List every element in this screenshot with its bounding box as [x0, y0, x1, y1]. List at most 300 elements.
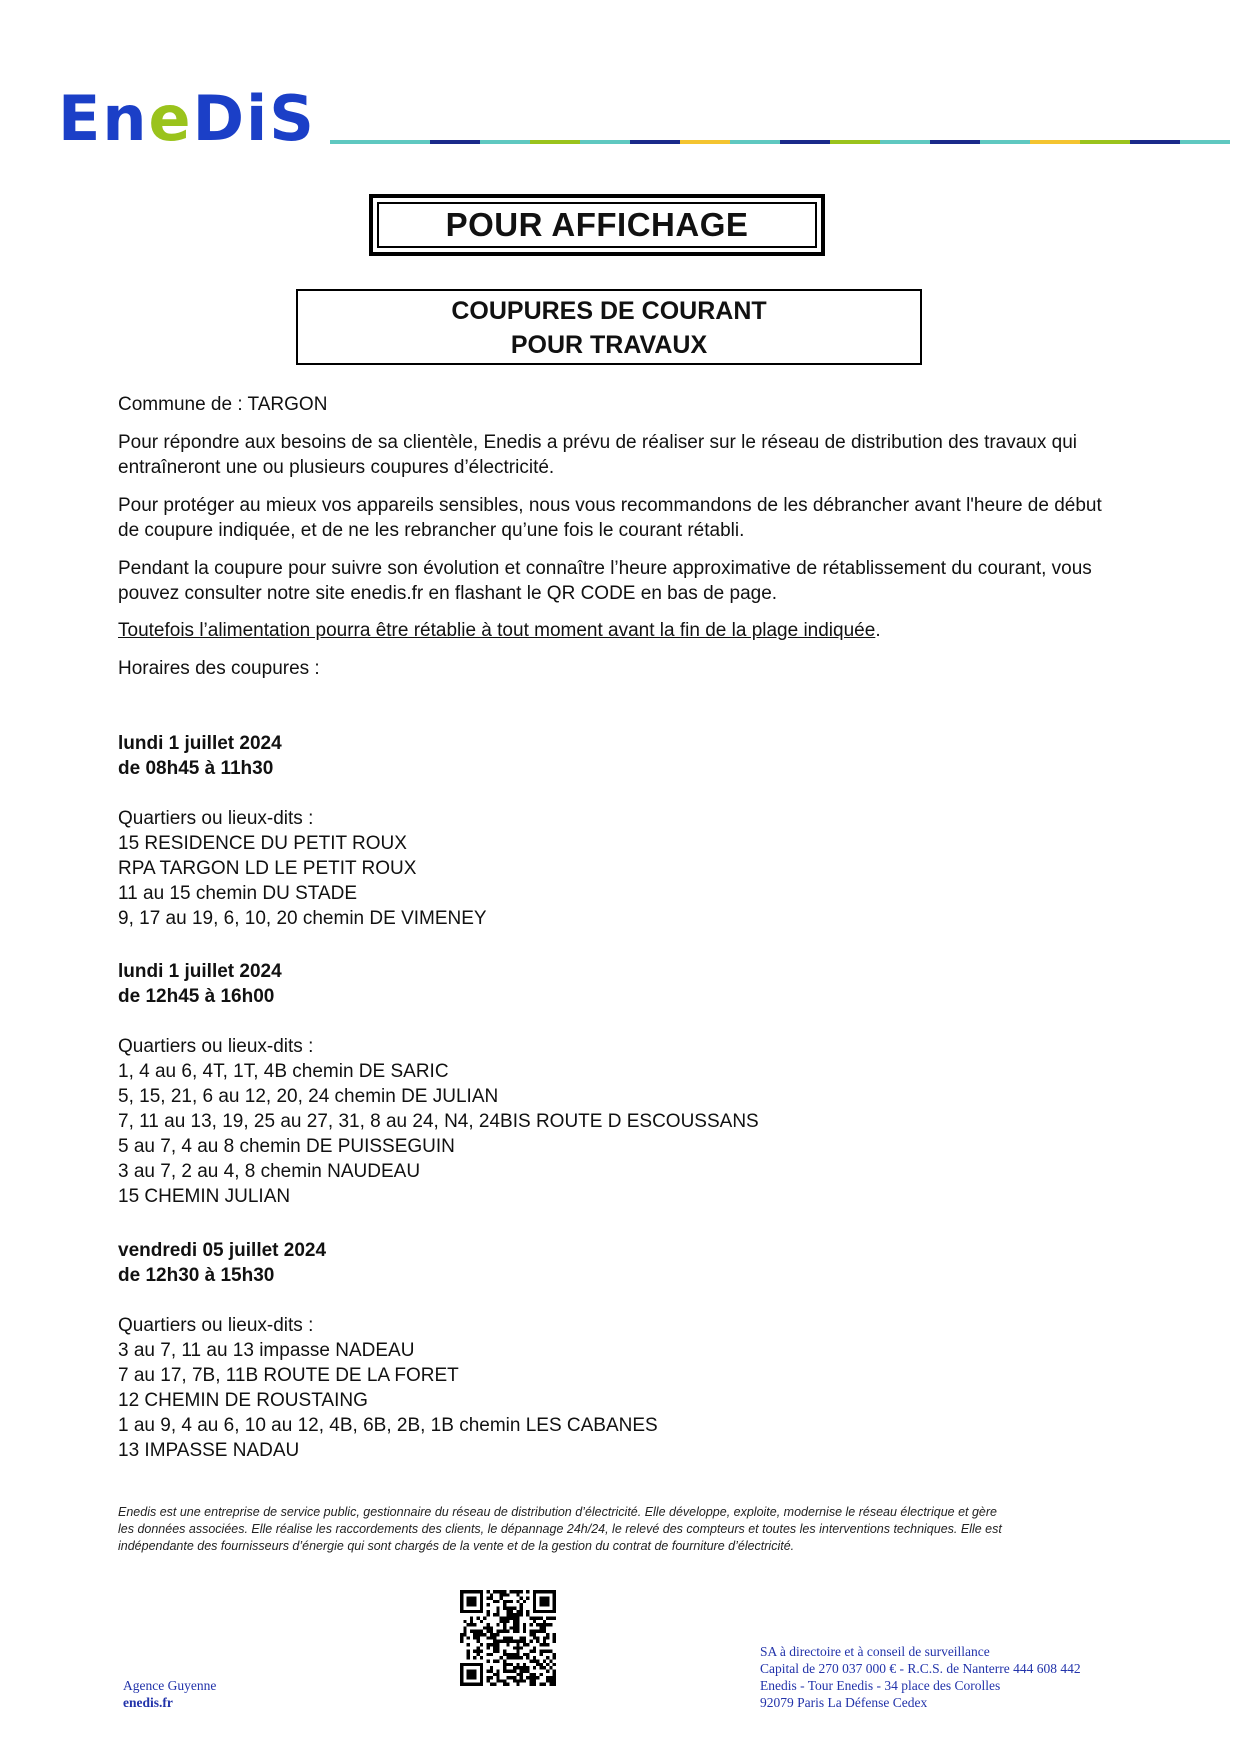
qr-module [470, 1616, 473, 1619]
qr-module [510, 1607, 513, 1610]
qr-module [500, 1620, 503, 1623]
qr-module [549, 1676, 552, 1679]
qr-module [496, 1630, 499, 1633]
qr-module [533, 1676, 536, 1679]
qr-module [553, 1676, 556, 1679]
qr-module [530, 1630, 533, 1633]
qr-module [539, 1683, 542, 1686]
qr-module [510, 1663, 513, 1666]
qr-module [520, 1640, 523, 1643]
qr-module [480, 1633, 483, 1636]
qr-module [523, 1630, 526, 1633]
qr-module [506, 1683, 509, 1686]
qr-module [506, 1669, 509, 1672]
qr-module [516, 1643, 519, 1646]
website-link[interactable]: enedis.fr [123, 1695, 173, 1710]
qr-module [506, 1643, 509, 1646]
qr-module [543, 1666, 546, 1669]
qr-module [523, 1600, 526, 1603]
qr-module [553, 1656, 556, 1659]
qr-module [493, 1683, 496, 1686]
qr-module [539, 1663, 542, 1666]
qr-module [526, 1669, 529, 1672]
qr-module [486, 1669, 489, 1672]
qr-module [520, 1673, 523, 1676]
qr-module [520, 1610, 523, 1613]
qr-module [523, 1623, 526, 1626]
qr-module [533, 1660, 536, 1663]
legal-line: Enedis est une entreprise de service public, gestionnaire du réseau de distribution d’électricité. Elle développe, exploite, modernise le réseau électrique et gère [118, 1505, 997, 1519]
brand-stripe-segment [1030, 140, 1080, 144]
qr-module [500, 1593, 503, 1596]
qr-module [549, 1666, 552, 1669]
qr-module [483, 1626, 486, 1629]
qr-module [510, 1653, 513, 1656]
qr-module [520, 1607, 523, 1610]
qr-module [510, 1640, 513, 1643]
outage-block-2 [118, 959, 1148, 1209]
qr-module [516, 1653, 519, 1656]
qr-module [536, 1616, 539, 1619]
brand-stripe-segment [930, 140, 980, 144]
legal-line: les données associées. Elle réalise les raccordements des clients, le dépannage 24h/24, le relevé des compteurs et toutes les interventions techniques. Elle est [118, 1522, 1002, 1536]
legal-line: indépendante des fournisseurs d’énergie qui sont chargés de la vente et de la gestion du contrat de fourniture d’électricité. [118, 1539, 795, 1553]
qr-module [510, 1676, 513, 1679]
qr-module [523, 1636, 526, 1639]
company-line: 92079 Paris La Défense Cedex [760, 1695, 928, 1710]
qr-module [480, 1656, 483, 1659]
qr-module [467, 1653, 470, 1656]
qr-module [463, 1630, 466, 1633]
place-item: 1, 4 au 6, 4T, 1T, 4B chemin DE SARIC [118, 1061, 449, 1082]
qr-module [506, 1613, 509, 1616]
qr-module [516, 1666, 519, 1669]
coupures-title-box [296, 289, 922, 365]
qr-module [496, 1660, 499, 1663]
restoration-note: Toutefois l’alimentation pourra être rétablie à tout moment avant la fin de la plage indiquée [118, 620, 876, 641]
qr-module [513, 1646, 516, 1649]
brand-stripe-segment [1130, 140, 1180, 144]
qr-module [496, 1590, 499, 1593]
qr-module [546, 1623, 549, 1626]
qr-module [503, 1616, 506, 1619]
qr-module [463, 1620, 466, 1623]
qr-module [490, 1676, 493, 1679]
qr-module [546, 1679, 549, 1682]
qr-module [513, 1613, 516, 1616]
place-item: 1 au 9, 4 au 6, 10 au 12, 4B, 6B, 2B, 1B chemin LES CABANES [118, 1415, 658, 1436]
qr-module [477, 1630, 480, 1633]
brand-stripe-segment [680, 140, 730, 144]
qr-module [513, 1590, 516, 1593]
outage-time: de 12h30 à 15h30 [118, 1265, 275, 1286]
qr-module [536, 1660, 539, 1663]
qr-module [539, 1616, 542, 1619]
qr-module [506, 1653, 509, 1656]
enedis-logo [58, 82, 318, 155]
brand-stripe-segment [780, 140, 830, 144]
qr-module [553, 1640, 556, 1643]
qr-module [506, 1663, 509, 1666]
qr-module [543, 1626, 546, 1629]
qr-module [503, 1660, 506, 1663]
qr-module [486, 1623, 489, 1626]
qr-module [523, 1669, 526, 1672]
qr-module [500, 1630, 503, 1633]
qr-module [473, 1623, 476, 1626]
qr-module [526, 1597, 529, 1600]
brand-stripe-segment [980, 140, 1030, 144]
place-item: 7 au 17, 7B, 11B ROUTE DE LA FORET [118, 1365, 459, 1386]
qr-module [486, 1643, 489, 1646]
qr-module [523, 1666, 526, 1669]
qr-module [480, 1620, 483, 1623]
company-line: Enedis - Tour Enedis - 34 place des Corolles [760, 1678, 1001, 1693]
qr-module [503, 1636, 506, 1639]
qr-module [473, 1630, 476, 1633]
qr-module [546, 1643, 549, 1646]
qr-module [500, 1656, 503, 1659]
qr-module [526, 1610, 529, 1613]
qr-module [516, 1620, 519, 1623]
qr-module [513, 1626, 516, 1629]
qr-module [483, 1633, 486, 1636]
qr-module [463, 1633, 466, 1636]
qr-module [486, 1653, 489, 1656]
qr-module [496, 1643, 499, 1646]
qr-module [486, 1590, 489, 1593]
outage-time: de 12h45 à 16h00 [118, 986, 275, 1007]
qr-module [516, 1656, 519, 1659]
qr-module [513, 1640, 516, 1643]
brand-stripe-segment [380, 140, 430, 144]
qr-module [486, 1676, 489, 1679]
outage-date: lundi 1 juillet 2024 [118, 961, 282, 982]
brand-stripe-segment [530, 140, 580, 144]
qr-module [490, 1626, 493, 1629]
qr-module [503, 1653, 506, 1656]
qr-module [467, 1656, 470, 1659]
qr-module [543, 1643, 546, 1646]
qr-module [516, 1683, 519, 1686]
qr-code[interactable] [460, 1590, 556, 1686]
place-item: 5 au 7, 4 au 8 chemin DE PUISSEGUIN [118, 1136, 455, 1157]
brand-stripe-segment [1080, 140, 1130, 144]
qr-module [510, 1626, 513, 1629]
qr-module [473, 1633, 476, 1636]
qr-module [533, 1633, 536, 1636]
qr-module [506, 1636, 509, 1639]
place-item: RPA TARGON LD LE PETIT ROUX [118, 858, 417, 879]
qr-module [486, 1613, 489, 1616]
qr-module [503, 1600, 506, 1603]
qr-module [506, 1630, 509, 1633]
place-item: 3 au 7, 11 au 13 impasse NADEAU [118, 1340, 415, 1361]
qr-module [467, 1669, 477, 1679]
brand-stripe-segment [480, 140, 530, 144]
qr-module [553, 1616, 556, 1619]
qr-module [523, 1643, 526, 1646]
qr-module [536, 1630, 539, 1633]
place-item: 11 au 15 chemin DU STADE [118, 883, 358, 904]
qr-module [516, 1673, 519, 1676]
qr-module [543, 1683, 546, 1686]
qr-module [526, 1643, 529, 1646]
qr-module [543, 1630, 546, 1633]
qr-module [520, 1656, 523, 1659]
qr-module [467, 1623, 470, 1626]
qr-module [513, 1620, 516, 1623]
logo-part-2: e [148, 82, 193, 155]
intro-p1-line2: entraîneront une ou plusieurs coupures d’électricité. [118, 457, 555, 478]
qr-module [549, 1650, 552, 1653]
qr-module [496, 1600, 499, 1603]
logo-part-3: DiS [192, 82, 316, 155]
qr-module [536, 1623, 539, 1626]
qr-module [530, 1679, 533, 1682]
qr-module [480, 1630, 483, 1633]
qr-module [513, 1656, 516, 1659]
brand-stripe [330, 140, 1230, 144]
qr-module [543, 1636, 546, 1639]
qr-module [546, 1636, 549, 1639]
qr-module [533, 1620, 536, 1623]
qr-module [513, 1666, 516, 1669]
qr-module [520, 1646, 523, 1649]
intro-p2-line2: de coupure indiquée, et de ne les rebrancher qu’une fois le courant rétabli. [118, 520, 745, 541]
qr-module [553, 1679, 556, 1682]
qr-module [460, 1640, 463, 1643]
qr-module [516, 1623, 519, 1626]
qr-module [493, 1636, 496, 1639]
qr-module [486, 1630, 489, 1633]
outage-date: lundi 1 juillet 2024 [118, 733, 282, 754]
qr-module [533, 1673, 536, 1676]
qr-module [486, 1610, 489, 1613]
qr-module [503, 1666, 506, 1669]
qr-module [480, 1643, 483, 1646]
qr-module [539, 1650, 542, 1653]
intro-p3-line1: Pendant la coupure pour suivre son évolution et connaître l’heure approximative de rétablissement du courant, vous [118, 558, 1092, 579]
intro-p1-line1: Pour répondre aux besoins de sa clientèle, Enedis a prévu de réaliser sur le réseau de distribution des travaux qui [118, 432, 1078, 453]
places-label: Quartiers ou lieux-dits : [118, 1315, 314, 1336]
commune-line: Commune de : TARGON [118, 394, 328, 415]
qr-module [520, 1679, 523, 1682]
qr-module [477, 1640, 480, 1643]
qr-module [546, 1633, 549, 1636]
qr-module [486, 1603, 489, 1606]
qr-module [536, 1676, 539, 1679]
qr-module [506, 1640, 509, 1643]
intro-paragraph-2 [118, 493, 1148, 543]
qr-module [500, 1640, 503, 1643]
qr-module [463, 1626, 466, 1629]
qr-module [490, 1653, 493, 1656]
qr-module [543, 1660, 546, 1663]
qr-module [503, 1663, 506, 1666]
qr-module [510, 1636, 513, 1639]
qr-module [530, 1660, 533, 1663]
qr-module [503, 1626, 506, 1629]
qr-module [493, 1650, 496, 1653]
qr-module [486, 1646, 489, 1649]
qr-module [513, 1653, 516, 1656]
qr-module [543, 1620, 546, 1623]
qr-module [533, 1683, 536, 1686]
qr-module [500, 1590, 503, 1593]
qr-module [546, 1616, 549, 1619]
qr-module [490, 1666, 493, 1669]
qr-module [496, 1640, 499, 1643]
qr-module [500, 1679, 503, 1682]
qr-module [533, 1666, 536, 1669]
qr-module [467, 1636, 470, 1639]
qr-module [543, 1623, 546, 1626]
qr-module [477, 1646, 480, 1649]
qr-module [486, 1597, 489, 1600]
qr-module [510, 1656, 513, 1659]
qr-module [493, 1660, 496, 1663]
qr-module [539, 1626, 542, 1629]
qr-module [553, 1683, 556, 1686]
qr-module [467, 1643, 470, 1646]
outage-block-3 [118, 1238, 1148, 1463]
qr-module [503, 1640, 506, 1643]
qr-module [473, 1650, 476, 1653]
qr-module [520, 1676, 523, 1679]
brand-stripe-segment [730, 140, 780, 144]
qr-module [546, 1676, 549, 1679]
qr-module [490, 1597, 493, 1600]
places-label: Quartiers ou lieux-dits : [118, 808, 314, 829]
intro-p2-line1: Pour protéger au mieux vos appareils sensibles, nous vous recommandons de les débrancher avant l'heure de début [118, 495, 1102, 516]
intro-paragraph-3 [118, 556, 1148, 606]
qr-module [467, 1597, 477, 1607]
qr-module [513, 1616, 516, 1619]
qr-module [510, 1616, 513, 1619]
qr-module [543, 1640, 546, 1643]
qr-module [526, 1653, 529, 1656]
legal-notice [118, 1504, 1118, 1555]
intro-paragraph-4 [118, 618, 1148, 643]
brand-stripe-segment [630, 140, 680, 144]
qr-module [530, 1633, 533, 1636]
qr-module [539, 1666, 542, 1669]
qr-module [523, 1663, 526, 1666]
qr-module [510, 1600, 513, 1603]
qr-module [516, 1650, 519, 1653]
intro-p3-line2: pouvez consulter notre site enedis.fr en flashant le QR CODE en bas de page. [118, 583, 778, 604]
qr-module [506, 1610, 509, 1613]
qr-module [516, 1593, 519, 1596]
qr-module [526, 1666, 529, 1669]
qr-module [503, 1650, 506, 1653]
qr-module [539, 1630, 542, 1633]
qr-module [506, 1620, 509, 1623]
qr-module [549, 1623, 552, 1626]
qr-module [500, 1616, 503, 1619]
places-label: Quartiers ou lieux-dits : [118, 1036, 314, 1057]
qr-module [493, 1673, 496, 1676]
qr-module [477, 1616, 480, 1619]
qr-module [477, 1653, 480, 1656]
qr-module [530, 1640, 533, 1643]
qr-module [539, 1597, 549, 1607]
intro-paragraph-1 [118, 430, 1148, 480]
qr-module [503, 1683, 506, 1686]
qr-module [523, 1679, 526, 1682]
place-item: 9, 17 au 19, 6, 10, 20 chemin DE VIMENEY [118, 908, 487, 929]
qr-module [503, 1603, 506, 1606]
qr-module [513, 1676, 516, 1679]
brand-stripe-segment [330, 140, 380, 144]
qr-module [533, 1616, 536, 1619]
qr-module [546, 1656, 549, 1659]
qr-module [530, 1650, 533, 1653]
qr-module [533, 1646, 536, 1649]
brand-stripe-segment [880, 140, 930, 144]
qr-module [526, 1613, 529, 1616]
qr-module [506, 1616, 509, 1619]
qr-module [539, 1653, 542, 1656]
qr-module [506, 1600, 509, 1603]
qr-module [486, 1626, 489, 1629]
qr-module [490, 1643, 493, 1646]
place-item: 12 CHEMIN DE ROUSTAING [118, 1390, 368, 1411]
company-footer [760, 1643, 1081, 1711]
qr-module [490, 1636, 493, 1639]
qr-module [533, 1679, 536, 1682]
qr-module [496, 1679, 499, 1682]
qr-module [543, 1650, 546, 1653]
qr-module [520, 1636, 523, 1639]
qr-module [553, 1673, 556, 1676]
outage-time: de 08h45 à 11h30 [118, 758, 274, 779]
qr-module [516, 1646, 519, 1649]
place-item: 3 au 7, 2 au 4, 8 chemin NAUDEAU [118, 1161, 421, 1182]
qr-module [486, 1679, 489, 1682]
qr-module [533, 1656, 536, 1659]
qr-module [520, 1613, 523, 1616]
qr-module [493, 1590, 496, 1593]
brand-stripe-segment [1180, 140, 1230, 144]
qr-module [510, 1610, 513, 1613]
brand-stripe-segment [580, 140, 630, 144]
qr-module [533, 1650, 536, 1653]
qr-module [506, 1593, 509, 1596]
qr-module [516, 1679, 519, 1682]
place-item: 13 IMPASSE NADAU [118, 1440, 300, 1461]
qr-module [506, 1676, 509, 1679]
qr-module [490, 1593, 493, 1596]
qr-module [513, 1679, 516, 1682]
coupures-title-line1: COUPURES DE COURANT [451, 297, 767, 325]
qr-module [520, 1669, 523, 1672]
qr-module [490, 1633, 493, 1636]
company-line: SA à directoire et à conseil de surveillance [760, 1644, 990, 1659]
qr-module [539, 1643, 542, 1646]
qr-module [496, 1646, 499, 1649]
agency-footer [123, 1677, 216, 1711]
qr-module [496, 1669, 499, 1672]
qr-module [520, 1590, 523, 1593]
coupures-title-line2: POUR TRAVAUX [510, 331, 708, 359]
qr-module [486, 1660, 489, 1663]
qr-module [506, 1607, 509, 1610]
qr-module [549, 1616, 552, 1619]
qr-module [549, 1683, 552, 1686]
qr-module [520, 1597, 523, 1600]
